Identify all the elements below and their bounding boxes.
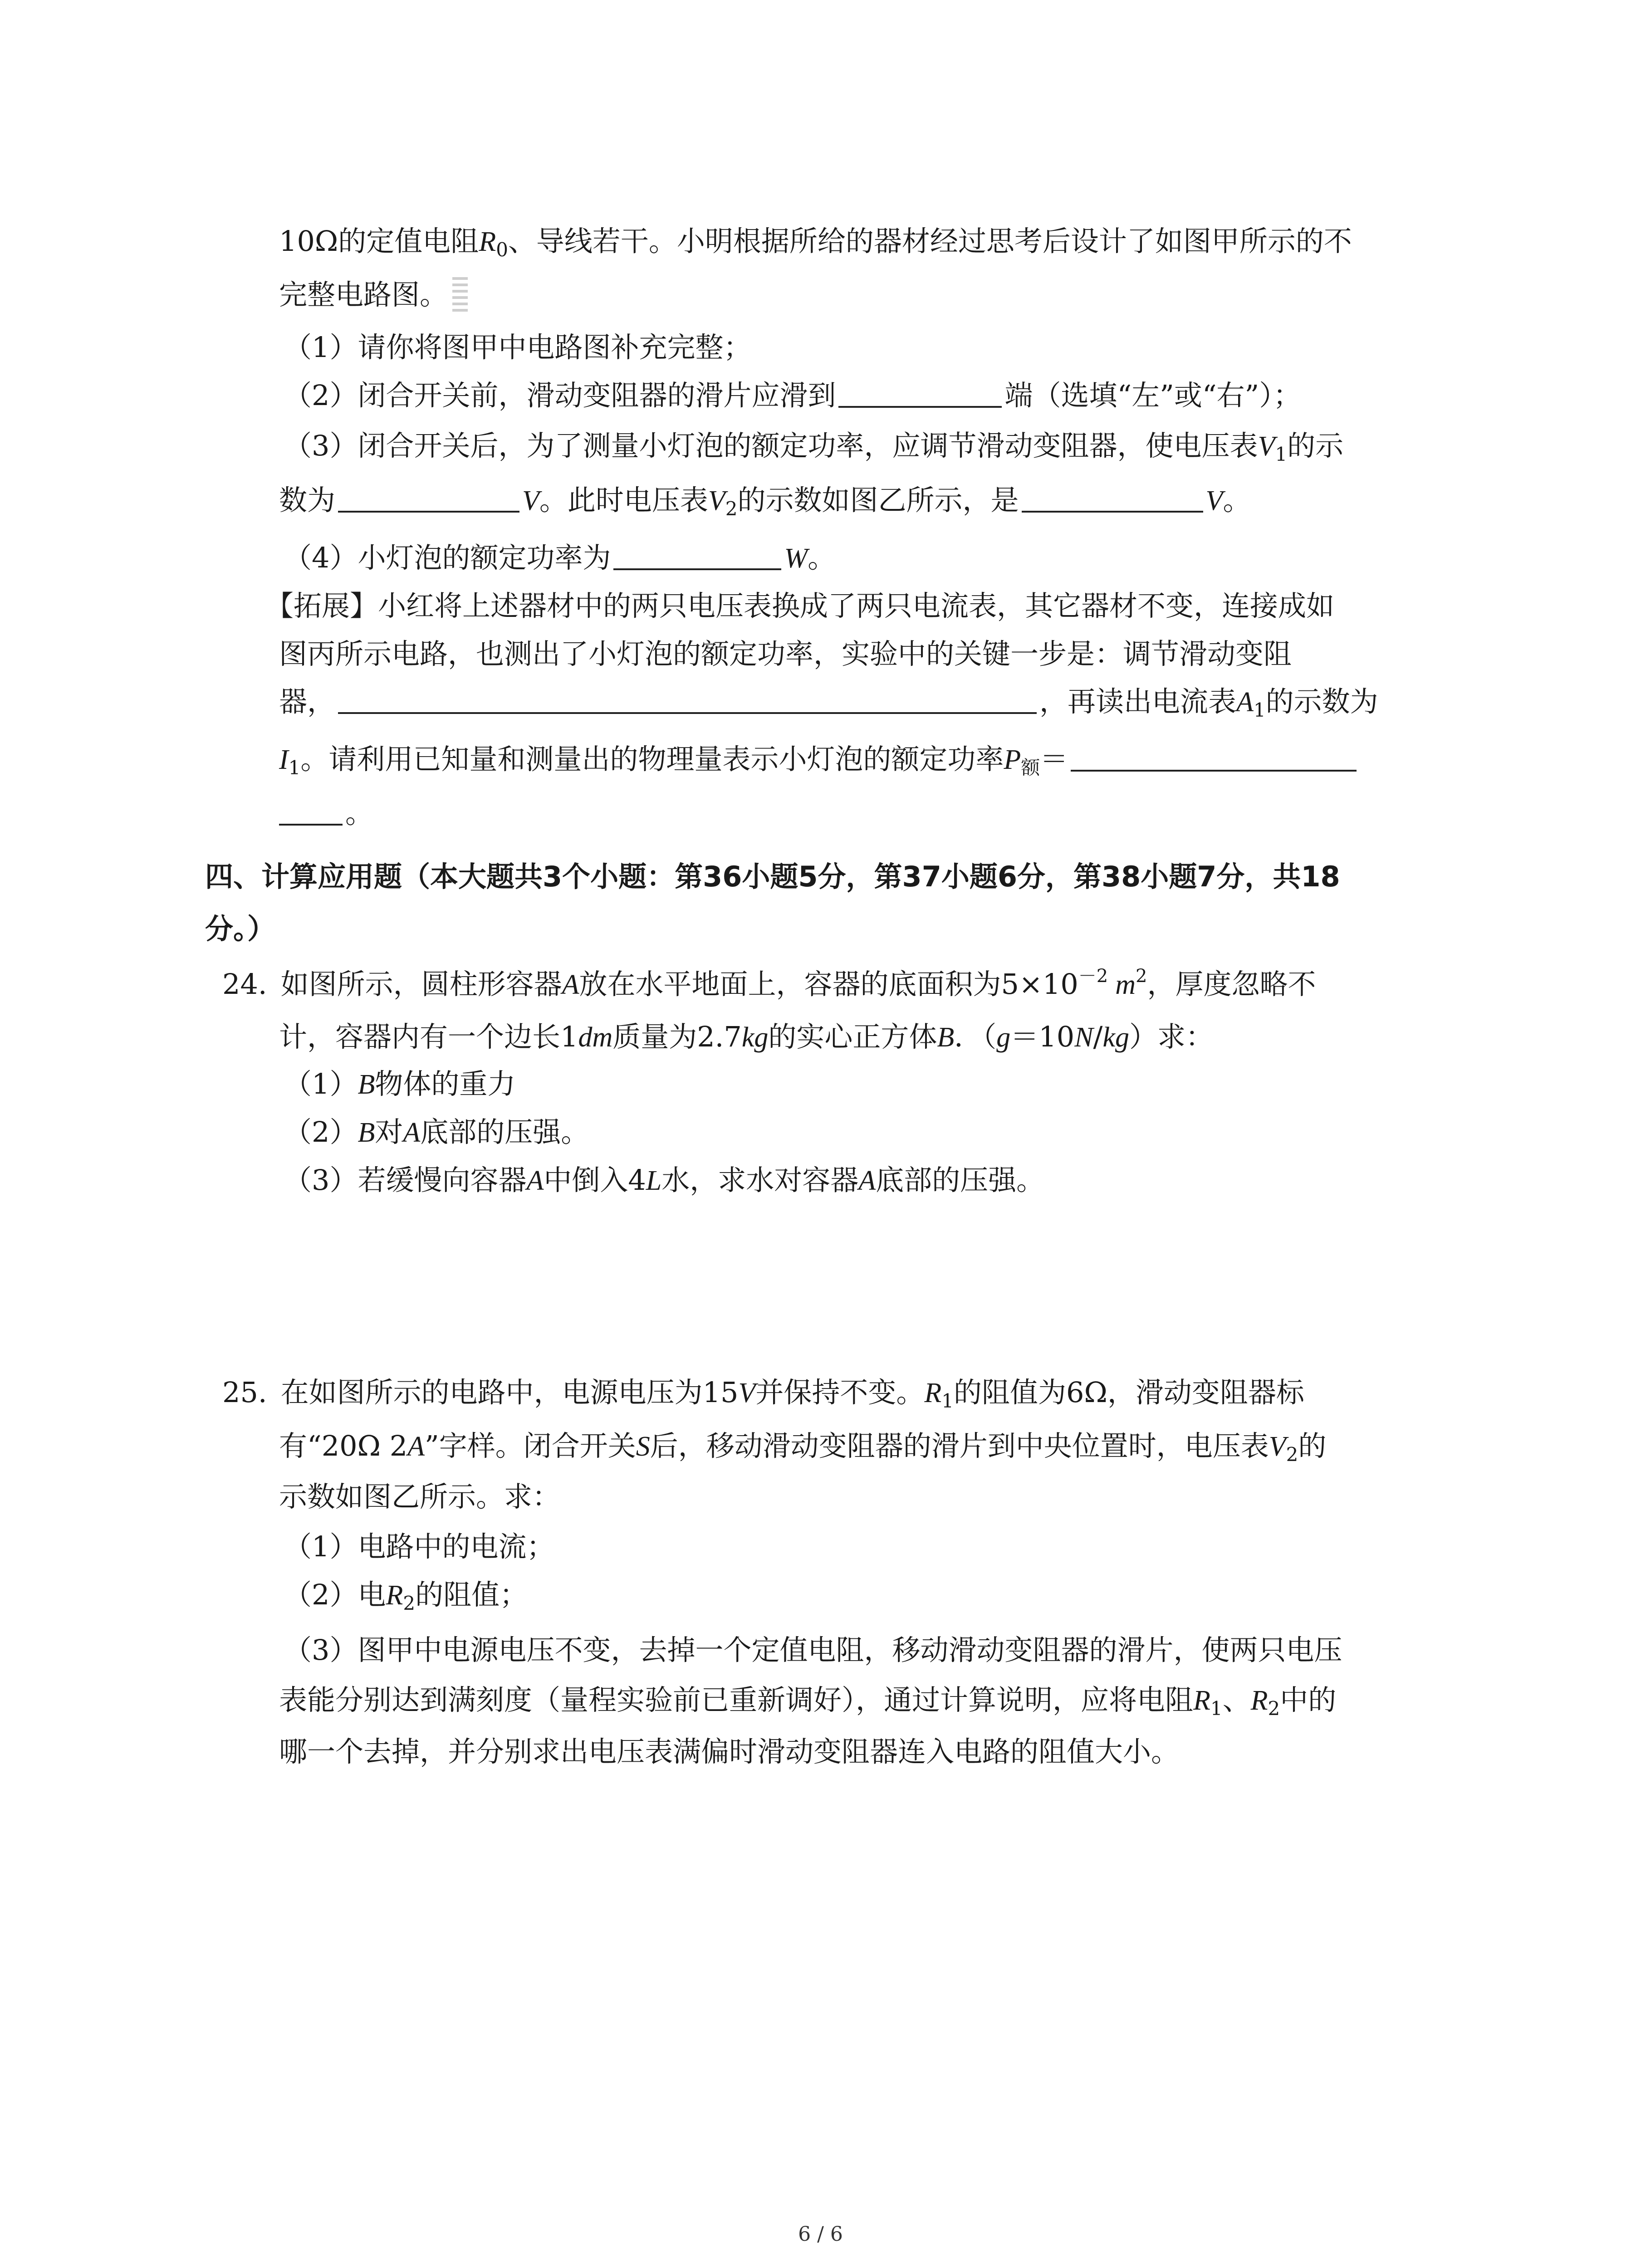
q24-line-2: 计，容器内有一个边长1dm质量为2.7kg的实心正方体B．（g＝10N/kg）求：: [279, 1020, 1214, 1053]
answer-blank-key-step[interactable]: [338, 685, 1037, 714]
answer-blank-power-expression-cont[interactable]: [279, 797, 343, 826]
answer-blank-power-expression[interactable]: [1071, 743, 1357, 772]
q23-part-3-cont: 数为 V。此时电压表$V_2$的示数如图乙所示，是 V。: [279, 484, 1251, 520]
q23-part-4: （4）小灯泡的额定功率为 W。: [284, 541, 836, 574]
q23-line-1: 10Ω的定值电阻$R_0$、导线若干。小明根据所给的器材经过思考后设计了如图甲所示的不: [279, 225, 1352, 261]
section-heading: 四、计算应用题（本大题共3个小题：第36小题5分，第37小题6分，第38小题7分，共18: [205, 860, 1340, 893]
q23-extension-line-1: 【拓展】小红将上述器材中的两只电压表换成了两只电流表，其它器材不变，连接成如: [265, 589, 1335, 622]
q25-line-2: 有“20Ω 2A”字样。闭合开关S后，移动滑动变阻器的滑片到中央位置时，电压表$V_2$的: [279, 1429, 1327, 1466]
scan-marker-icon: [452, 277, 468, 315]
q23-part-1: （1）请你将图甲中电路图补充完整；: [284, 331, 752, 364]
q25-sub-2: （2）电$R_2$的阻值；: [284, 1578, 528, 1614]
q23-extension-line-2: 图丙所示电路，也测出了小灯泡的额定功率，实验中的关键一步是：调节滑动变阻: [279, 637, 1292, 670]
q24-sub-3: （3）若缓慢向容器A中倒入4L水，求水对容器A底部的压强。: [284, 1163, 1045, 1197]
q24-sub-1: （1）B物体的重力: [284, 1067, 516, 1100]
answer-blank-rated-power[interactable]: [613, 541, 781, 570]
section-heading-cont: 分。）: [205, 912, 276, 945]
q25-sub-1: （1）电路中的电流；: [284, 1530, 555, 1563]
answer-blank-slider-end[interactable]: [838, 379, 1002, 408]
question-number: 24.: [222, 968, 267, 1001]
q23-part-2: （2）闭合开关前，滑动变阻器的滑片应滑到 端（选填“左”或“右”）；: [284, 379, 1302, 412]
q23-line-2: 完整电路图。: [0, 277, 1641, 315]
q25-line-1: 25. 在如图所示的电路中，电源电压为15V并保持不变。$R_1$的阻值为6Ω，滑动变阻器标: [222, 1376, 1304, 1412]
q25-sub-3-line-2: 表能分别达到满刻度（量程实验前已重新调好），通过计算说明，应将电阻$R_1$、$R_2$中的: [279, 1683, 1337, 1720]
q23-extension-line-4: $I_1$。请利用已知量和测量出的物理量表示小灯泡的额定功率$P_额=$: [0, 741, 1641, 778]
q24-sub-2: （2）B对A底部的压强。: [284, 1115, 589, 1149]
q25-sub-3-line-3: 哪一个去掉，并分别求出电压表满偏时滑动变阻器连入电路的阻值大小。: [279, 1735, 1180, 1768]
q25-sub-3-line-1: （3）图甲中电源电压不变，去掉一个定值电阻，移动滑动变阻器的滑片，使两只电压: [284, 1633, 1342, 1667]
q24-line-1: 24. 如图所示，圆柱形容器A放在水平地面上，容器的底面积为$5\times 10^{-2}$ $m^2$，厚度忽略不: [222, 966, 1316, 1001]
q25-line-3: 示数如图乙所示。求：: [279, 1480, 561, 1513]
page-number: 6 / 6: [798, 2223, 843, 2246]
question-number: 25.: [222, 1376, 267, 1409]
q23-part-3: （3）闭合开关后，为了测量小灯泡的额定功率，应调节滑动变阻器，使电压表$V_1$的示: [284, 429, 1344, 465]
answer-blank-v1-reading[interactable]: [338, 484, 519, 513]
answer-blank-v2-reading[interactable]: [1022, 484, 1203, 513]
q23-extension-line-3: 器， ，再读出电流表$A_1$的示数为: [279, 685, 1378, 721]
q23-extension-line-5: 。: [0, 795, 1641, 831]
